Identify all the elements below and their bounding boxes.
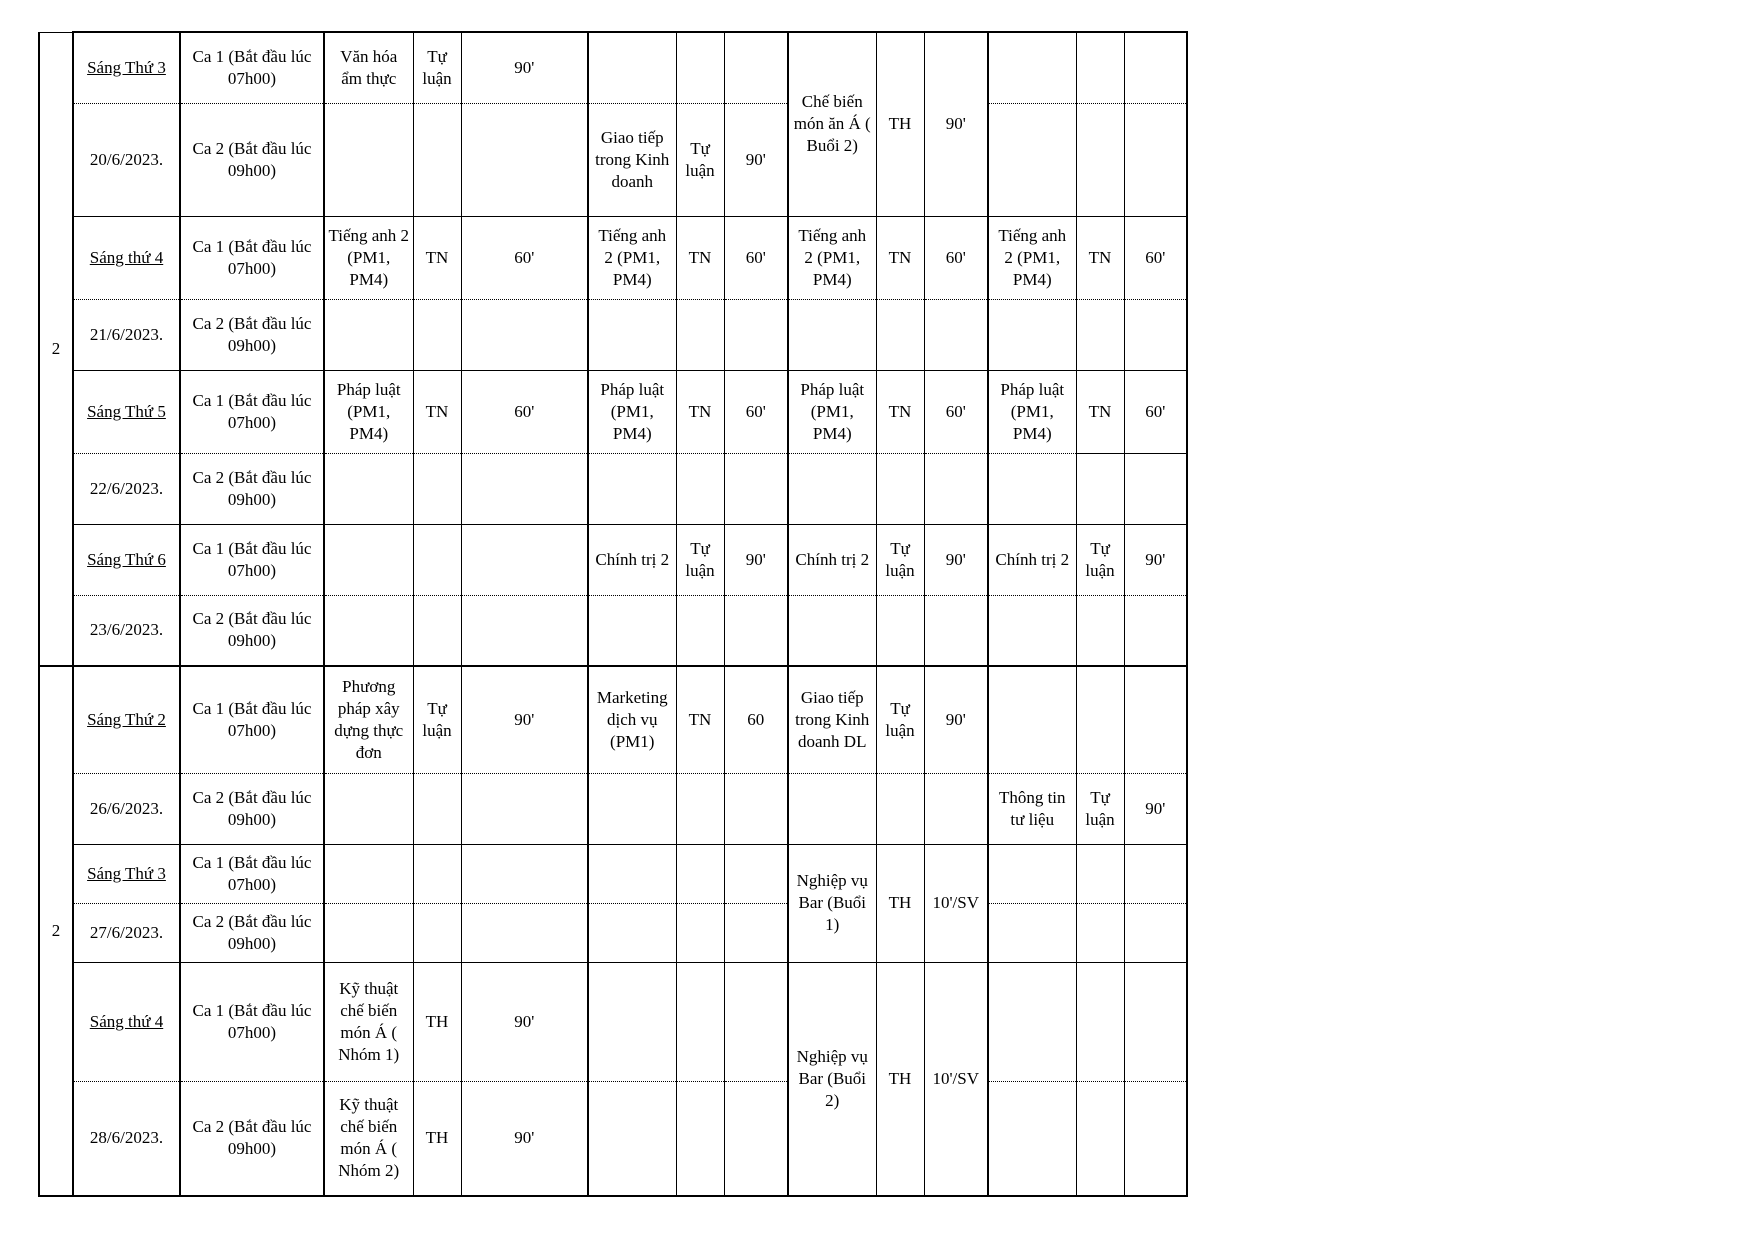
empty-cell xyxy=(1076,32,1124,103)
empty-cell xyxy=(988,962,1076,1081)
exam-format: Tự luận xyxy=(876,666,924,773)
table-row xyxy=(39,370,1187,453)
empty-cell xyxy=(324,844,413,903)
exam-duration: 90' xyxy=(924,666,988,773)
empty-cell xyxy=(988,32,1076,103)
exam-subject: Chế biến món ăn Á ( Buổi 2) xyxy=(788,32,876,216)
empty-cell xyxy=(324,595,413,666)
session-cell: Ca 2 (Bắt đầu lúc 09h00) xyxy=(180,903,324,962)
empty-cell xyxy=(588,32,676,103)
day-cell: Sáng Thứ 6 xyxy=(73,524,180,595)
exam-schedule-table xyxy=(38,31,1188,1197)
exam-duration: 60' xyxy=(1124,216,1187,299)
empty-cell xyxy=(788,773,876,844)
session-cell: Ca 2 (Bắt đầu lúc 09h00) xyxy=(180,595,324,666)
exam-format: Tự luận xyxy=(676,103,724,216)
exam-subject: Tiếng anh 2 (PM1, PM4) xyxy=(324,216,413,299)
empty-cell xyxy=(988,299,1076,370)
exam-subject: Tiếng anh 2 (PM1, PM4) xyxy=(588,216,676,299)
empty-cell xyxy=(676,32,724,103)
empty-cell xyxy=(876,595,924,666)
empty-cell xyxy=(724,1081,788,1196)
empty-cell xyxy=(1076,1081,1124,1196)
exam-duration: 10'/SV xyxy=(924,962,988,1196)
exam-subject: Pháp luật (PM1, PM4) xyxy=(788,370,876,453)
empty-cell xyxy=(1124,903,1187,962)
date-cell: 27/6/2023. xyxy=(73,903,180,962)
exam-duration: 90' xyxy=(924,32,988,216)
session-cell: Ca 2 (Bắt đầu lúc 09h00) xyxy=(180,1081,324,1196)
date-cell: 22/6/2023. xyxy=(73,453,180,524)
exam-format: TN xyxy=(876,370,924,453)
empty-cell xyxy=(676,903,724,962)
empty-cell xyxy=(676,844,724,903)
exam-format: TN xyxy=(1076,370,1124,453)
empty-cell xyxy=(461,103,588,216)
day-cell: Sáng Thứ 2 xyxy=(73,666,180,773)
empty-cell xyxy=(988,103,1076,216)
exam-duration: 90' xyxy=(461,962,588,1081)
empty-cell xyxy=(788,299,876,370)
empty-cell xyxy=(413,903,461,962)
day-cell: Sáng thứ 4 xyxy=(73,216,180,299)
exam-subject: Pháp luật (PM1, PM4) xyxy=(588,370,676,453)
session-cell: Ca 1 (Bắt đầu lúc 07h00) xyxy=(180,216,324,299)
exam-duration: 60' xyxy=(1124,370,1187,453)
empty-cell xyxy=(1124,32,1187,103)
exam-format: Tự luận xyxy=(1076,524,1124,595)
empty-cell xyxy=(1076,453,1124,524)
exam-duration: 90' xyxy=(924,524,988,595)
empty-cell xyxy=(461,844,588,903)
empty-cell xyxy=(1124,666,1187,773)
empty-cell xyxy=(588,1081,676,1196)
table-row xyxy=(39,666,1187,773)
exam-subject: Pháp luật (PM1, PM4) xyxy=(988,370,1076,453)
table-row xyxy=(39,32,1187,103)
empty-cell xyxy=(1124,595,1187,666)
exam-format: TN xyxy=(676,370,724,453)
exam-duration: 10'/SV xyxy=(924,844,988,962)
exam-subject: Kỹ thuật chế biến món Á ( Nhóm 1) xyxy=(324,962,413,1081)
empty-cell xyxy=(588,595,676,666)
table-row xyxy=(39,773,1187,844)
exam-subject: Tiếng anh 2 (PM1, PM4) xyxy=(988,216,1076,299)
exam-duration: 90' xyxy=(724,524,788,595)
empty-cell xyxy=(461,524,588,595)
empty-cell xyxy=(1076,903,1124,962)
exam-format: TH xyxy=(413,1081,461,1196)
day-cell: Sáng thứ 4 xyxy=(73,962,180,1081)
empty-cell xyxy=(588,962,676,1081)
empty-cell xyxy=(461,453,588,524)
empty-cell xyxy=(461,595,588,666)
table-row xyxy=(39,299,1187,370)
exam-duration: 60' xyxy=(461,216,588,299)
table-row xyxy=(39,962,1187,1081)
exam-format: TH xyxy=(876,844,924,962)
session-cell: Ca 1 (Bắt đầu lúc 07h00) xyxy=(180,524,324,595)
empty-cell xyxy=(1124,962,1187,1081)
table-row xyxy=(39,903,1187,962)
exam-subject: Chính trị 2 xyxy=(988,524,1076,595)
exam-format: TN xyxy=(676,216,724,299)
exam-subject: Giao tiếp trong Kinh doanh DL xyxy=(788,666,876,773)
session-cell: Ca 1 (Bắt đầu lúc 07h00) xyxy=(180,962,324,1081)
empty-cell xyxy=(924,453,988,524)
empty-cell xyxy=(1124,299,1187,370)
week-number-cell: 2 xyxy=(39,666,73,1196)
empty-cell xyxy=(724,32,788,103)
exam-format: Tự luận xyxy=(876,524,924,595)
exam-duration: 60' xyxy=(461,370,588,453)
exam-subject: Phương pháp xây dựng thực đơn xyxy=(324,666,413,773)
session-cell: Ca 2 (Bắt đầu lúc 09h00) xyxy=(180,103,324,216)
session-cell: Ca 1 (Bắt đầu lúc 07h00) xyxy=(180,666,324,773)
date-cell: 23/6/2023. xyxy=(73,595,180,666)
empty-cell xyxy=(324,903,413,962)
empty-cell xyxy=(461,299,588,370)
empty-cell xyxy=(324,299,413,370)
exam-subject: Pháp luật (PM1, PM4) xyxy=(324,370,413,453)
exam-subject: Nghiệp vụ Bar (Buổi 1) xyxy=(788,844,876,962)
empty-cell xyxy=(413,103,461,216)
empty-cell xyxy=(988,1081,1076,1196)
exam-format: Tự luận xyxy=(676,524,724,595)
exam-subject: Thông tin tư liệu xyxy=(988,773,1076,844)
empty-cell xyxy=(988,903,1076,962)
empty-cell xyxy=(876,453,924,524)
empty-cell xyxy=(988,595,1076,666)
empty-cell xyxy=(988,453,1076,524)
session-cell: Ca 1 (Bắt đầu lúc 07h00) xyxy=(180,32,324,103)
exam-duration: 60' xyxy=(724,216,788,299)
exam-duration: 90' xyxy=(461,1081,588,1196)
session-cell: Ca 1 (Bắt đầu lúc 07h00) xyxy=(180,370,324,453)
exam-format: TN xyxy=(1076,216,1124,299)
empty-cell xyxy=(924,299,988,370)
exam-subject: Chính trị 2 xyxy=(788,524,876,595)
exam-format: TH xyxy=(876,962,924,1196)
exam-format: TN xyxy=(413,370,461,453)
empty-cell xyxy=(724,595,788,666)
empty-cell xyxy=(1076,666,1124,773)
exam-format: TH xyxy=(876,32,924,216)
empty-cell xyxy=(676,299,724,370)
date-cell: 28/6/2023. xyxy=(73,1081,180,1196)
empty-cell xyxy=(724,453,788,524)
empty-cell xyxy=(1124,103,1187,216)
empty-cell xyxy=(1076,299,1124,370)
table-row xyxy=(39,1081,1187,1196)
empty-cell xyxy=(876,299,924,370)
empty-cell xyxy=(413,844,461,903)
day-cell: Sáng Thứ 5 xyxy=(73,370,180,453)
exam-duration: 60' xyxy=(924,216,988,299)
empty-cell xyxy=(1076,595,1124,666)
table-row xyxy=(39,595,1187,666)
empty-cell xyxy=(413,524,461,595)
table-row xyxy=(39,216,1187,299)
exam-subject: Kỹ thuật chế biến món Á ( Nhóm 2) xyxy=(324,1081,413,1196)
empty-cell xyxy=(724,773,788,844)
exam-duration: 60' xyxy=(724,370,788,453)
empty-cell xyxy=(324,773,413,844)
exam-format: TN xyxy=(876,216,924,299)
empty-cell xyxy=(1124,453,1187,524)
exam-format: Tự luận xyxy=(413,666,461,773)
session-cell: Ca 2 (Bắt đầu lúc 09h00) xyxy=(180,453,324,524)
empty-cell xyxy=(413,453,461,524)
date-cell: 20/6/2023. xyxy=(73,103,180,216)
empty-cell xyxy=(588,773,676,844)
exam-subject: Giao tiếp trong Kinh doanh xyxy=(588,103,676,216)
session-cell: Ca 2 (Bắt đầu lúc 09h00) xyxy=(180,773,324,844)
exam-duration: 90' xyxy=(724,103,788,216)
exam-duration: 90' xyxy=(1124,524,1187,595)
empty-cell xyxy=(988,666,1076,773)
exam-duration: 90' xyxy=(1124,773,1187,844)
exam-subject: Tiếng anh 2 (PM1, PM4) xyxy=(788,216,876,299)
exam-duration: 90' xyxy=(461,32,588,103)
exam-format: Tự luận xyxy=(1076,773,1124,844)
empty-cell xyxy=(924,773,988,844)
empty-cell xyxy=(588,299,676,370)
exam-subject: Nghiệp vụ Bar (Buổi 2) xyxy=(788,962,876,1196)
empty-cell xyxy=(1076,844,1124,903)
empty-cell xyxy=(324,453,413,524)
empty-cell xyxy=(788,453,876,524)
day-cell: Sáng Thứ 3 xyxy=(73,844,180,903)
empty-cell xyxy=(588,453,676,524)
session-cell: Ca 2 (Bắt đầu lúc 09h00) xyxy=(180,299,324,370)
empty-cell xyxy=(676,1081,724,1196)
empty-cell xyxy=(1076,962,1124,1081)
date-cell: 21/6/2023. xyxy=(73,299,180,370)
empty-cell xyxy=(988,844,1076,903)
exam-subject: Marketing dịch vụ (PM1) xyxy=(588,666,676,773)
empty-cell xyxy=(461,903,588,962)
empty-cell xyxy=(588,903,676,962)
table-row xyxy=(39,844,1187,903)
exam-duration: 90' xyxy=(461,666,588,773)
empty-cell xyxy=(724,299,788,370)
exam-format: TN xyxy=(413,216,461,299)
empty-cell xyxy=(676,962,724,1081)
empty-cell xyxy=(461,773,588,844)
table-row xyxy=(39,103,1187,216)
empty-cell xyxy=(676,595,724,666)
empty-cell xyxy=(1124,1081,1187,1196)
empty-cell xyxy=(1076,103,1124,216)
empty-cell xyxy=(588,844,676,903)
empty-cell xyxy=(876,773,924,844)
exam-duration: 60 xyxy=(724,666,788,773)
day-cell: Sáng Thứ 3 xyxy=(73,32,180,103)
empty-cell xyxy=(413,299,461,370)
table-row xyxy=(39,524,1187,595)
exam-format: Tự luận xyxy=(413,32,461,103)
session-cell: Ca 1 (Bắt đầu lúc 07h00) xyxy=(180,844,324,903)
empty-cell xyxy=(413,595,461,666)
empty-cell xyxy=(324,524,413,595)
empty-cell xyxy=(413,773,461,844)
empty-cell xyxy=(724,962,788,1081)
exam-format: TN xyxy=(676,666,724,773)
exam-subject: Chính trị 2 xyxy=(588,524,676,595)
empty-cell xyxy=(1124,844,1187,903)
exam-format: TH xyxy=(413,962,461,1081)
exam-duration: 60' xyxy=(924,370,988,453)
table-row xyxy=(39,453,1187,524)
empty-cell xyxy=(676,453,724,524)
week-number-cell: 2 xyxy=(39,32,73,666)
exam-subject: Văn hóa ẩm thực xyxy=(324,32,413,103)
empty-cell xyxy=(724,903,788,962)
empty-cell xyxy=(788,595,876,666)
empty-cell xyxy=(724,844,788,903)
empty-cell xyxy=(924,595,988,666)
date-cell: 26/6/2023. xyxy=(73,773,180,844)
empty-cell xyxy=(676,773,724,844)
empty-cell xyxy=(324,103,413,216)
